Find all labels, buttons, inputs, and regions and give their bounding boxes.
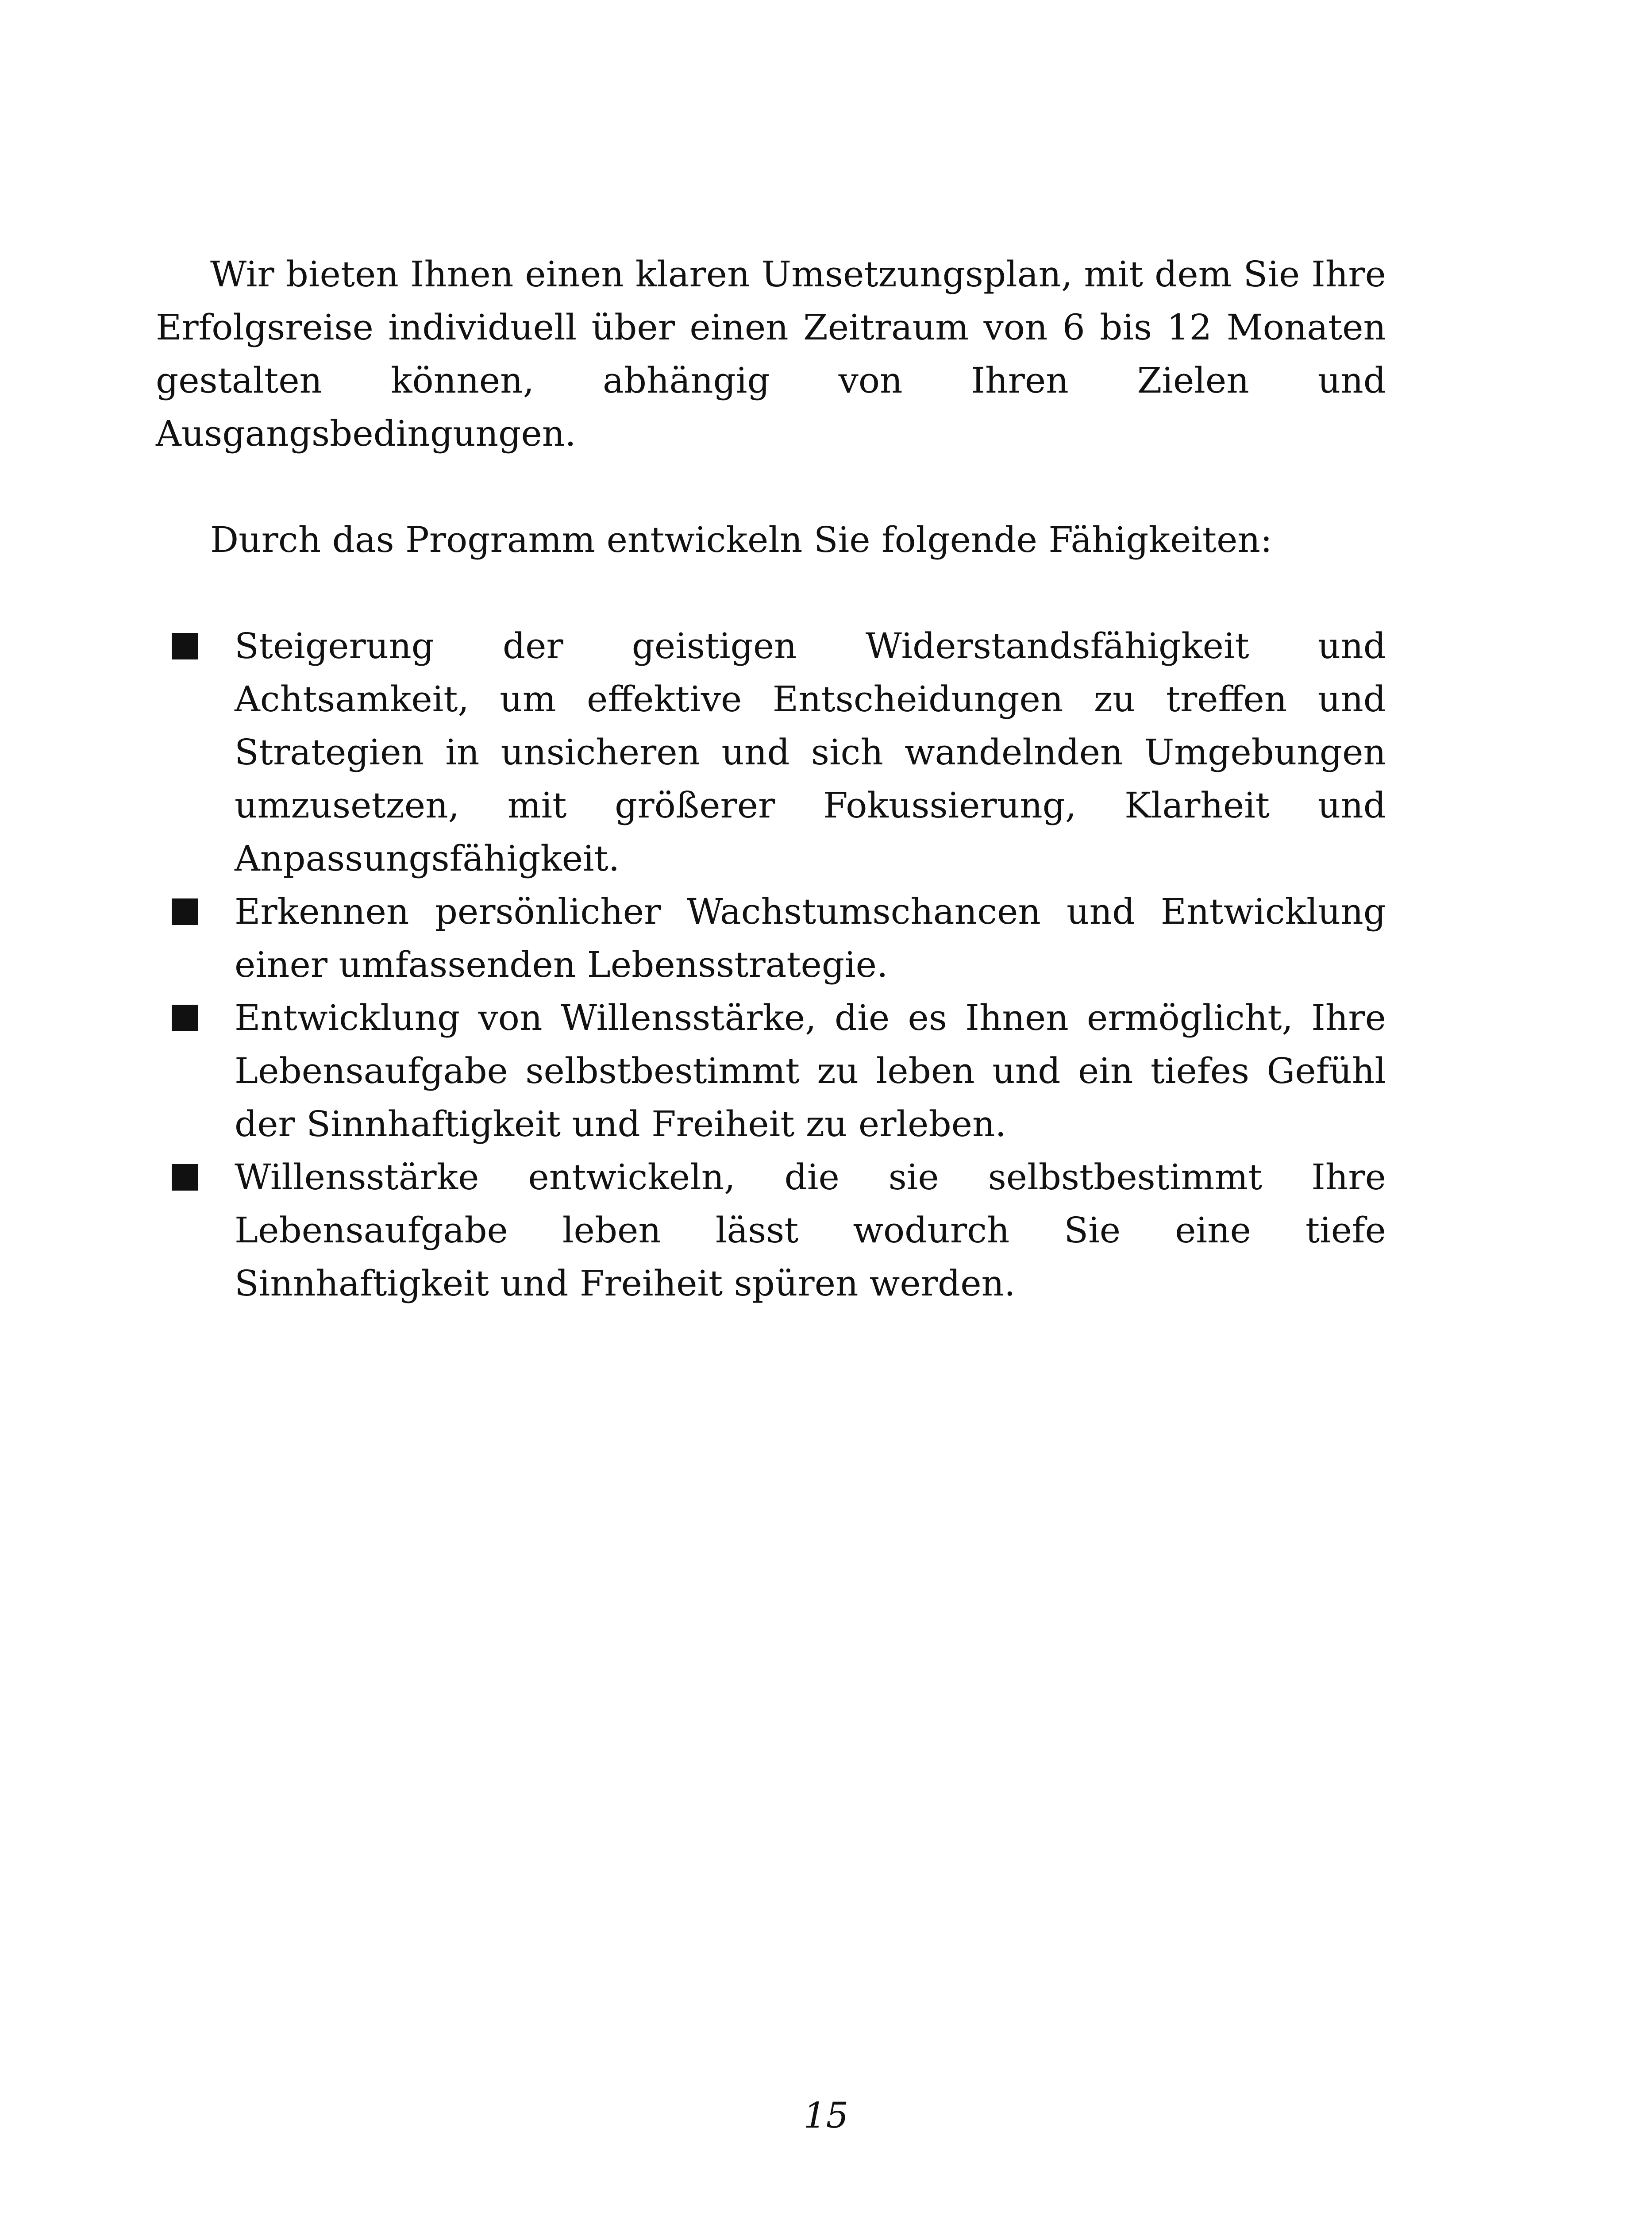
square-bullet-icon — [172, 898, 198, 925]
square-bullet-icon — [172, 1005, 198, 1031]
list-item — [156, 885, 1386, 991]
lead-paragraph: Durch das Programm entwickeln Sie folgende Fähigkeiten: — [210, 519, 1272, 560]
skills-list — [156, 620, 1386, 1310]
intro-paragraph: Wir bieten Ihnen einen klaren Umsetzungsplan, mit dem Sie Ihre Erfolgsreise individuell über einen Zeitraum von 6 bis 12 Monaten gestalten können, abhängig von Ihren Zielen und Ausgangsbedingungen. — [156, 254, 1386, 454]
list-item-text: Erkennen persönlicher Wachstumschancen und Entwicklung einer umfassenden Lebensstrategie. — [235, 891, 1386, 985]
list-item-text: Steigerung der geistigen Widerstandsfähigkeit und Achtsamkeit, um effektive Entscheidungen zu treffen und Strategien in unsicheren und sich wandelnden Umgebungen umzusetzen, mit größerer Fokussierung, Klarheit und Anpassungsfähigkeit. — [235, 625, 1386, 879]
list-item — [156, 991, 1386, 1151]
page-number: 15 — [803, 2095, 849, 2136]
square-bullet-icon — [172, 633, 198, 659]
list-item — [156, 620, 1386, 885]
square-bullet-icon — [172, 1164, 198, 1191]
list-item-text: Entwicklung von Willensstärke, die es Ihnen ermöglicht, Ihre Lebensaufgabe selbstbestimmt zu leben und ein tiefes Gefühl der Sinnhaftigkeit und Freiheit zu erleben. — [235, 997, 1386, 1145]
list-item — [156, 1151, 1386, 1310]
list-item-text: Willensstärke entwickeln, die sie selbstbestimmt Ihre Lebensaufgabe leben lässt wodurch Sie eine tiefe Sinnhaftigkeit und Freiheit spüren werden. — [235, 1157, 1386, 1304]
